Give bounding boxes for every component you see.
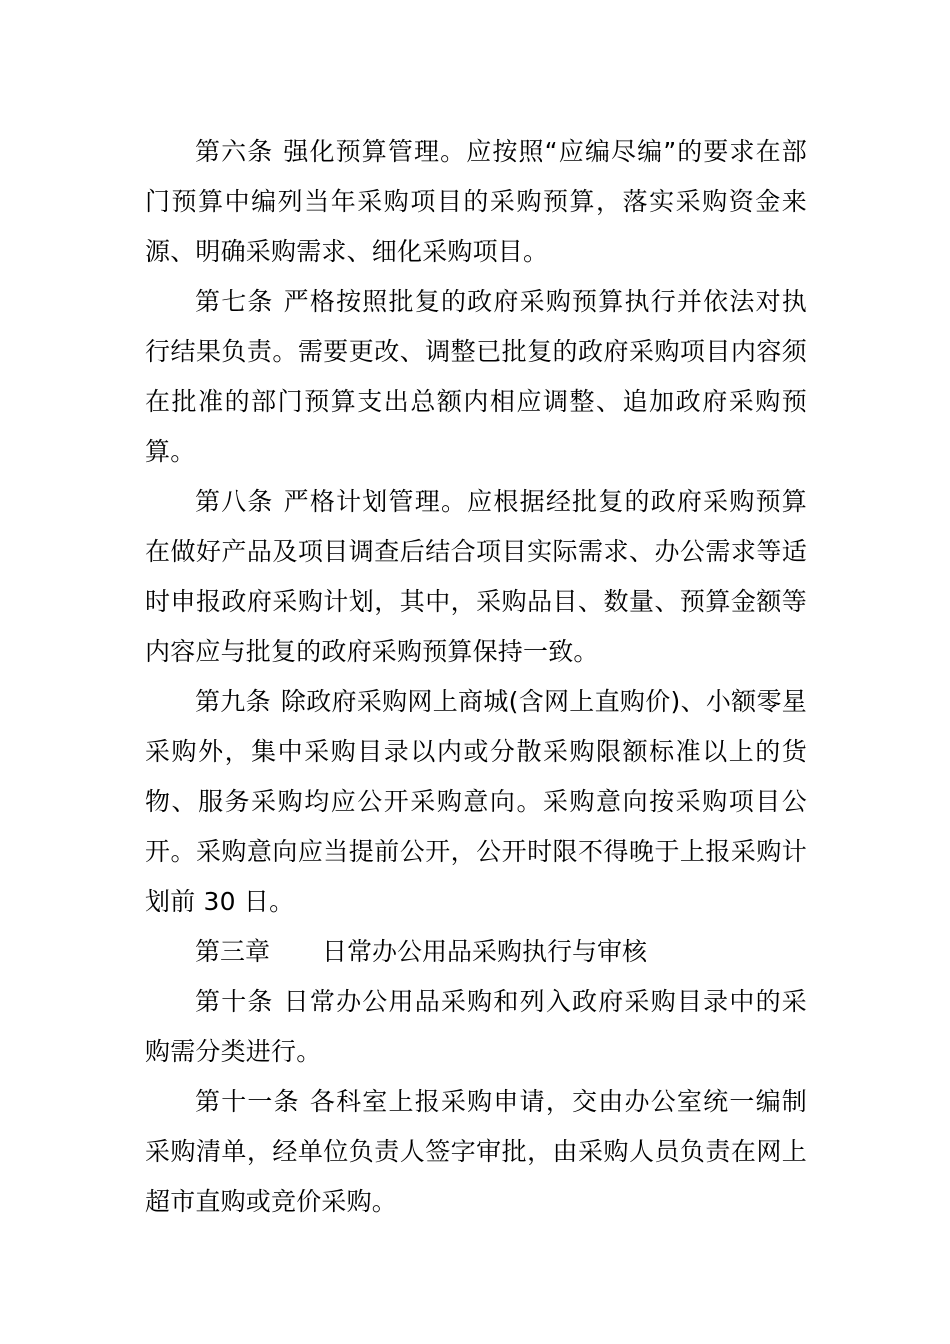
chapter-title: 日常办公用品采购执行与审核 <box>322 937 648 966</box>
chapter-number: 第三章 <box>195 937 271 966</box>
article-8 <box>145 477 807 677</box>
article-label: 第九条 <box>195 687 271 716</box>
article-11 <box>145 1077 807 1227</box>
article-text: 除政府采购网上商城(含网上直购价)、小额零星采购外，集中采购目录以内或分散采购限额标准以上的货物、服务采购均应公开采购意向。采购意向按采购项目公开。采购意向应当提前公开，公开时限不得晚于上报采购计划前 30 日。 <box>145 687 807 916</box>
article-text: 严格计划管理。应根据经批复的政府采购预算在做好产品及项目调查后结合项目实际需求、办公需求等适时申报政府采购计划，其中，采购品目、数量、预算金额等内容应与批复的政府采购预算保持一致。 <box>145 487 807 666</box>
article-text: 日常办公用品采购和列入政府采购目录中的采购需分类进行。 <box>145 987 807 1066</box>
article-text: 严格按照批复的政府采购预算执行并依法对执行结果负责。需要更改、调整已批复的政府采购项目内容须在批准的部门预算支出总额内相应调整、追加政府采购预算。 <box>145 287 807 466</box>
article-text: 强化预算管理。应按照“应编尽编”的要求在部门预算中编列当年采购项目的采购预算，落实采购资金来源、明确采购需求、细化采购项目。 <box>145 137 808 266</box>
article-label: 第十一条 <box>195 1087 300 1116</box>
article-9 <box>145 677 807 927</box>
article-label: 第八条 <box>195 487 274 516</box>
article-10 <box>145 977 807 1077</box>
chapter-heading <box>145 927 807 977</box>
article-6 <box>145 127 807 277</box>
article-label: 第七条 <box>195 287 274 316</box>
article-7 <box>145 277 807 477</box>
article-label: 第六条 <box>195 137 274 166</box>
article-label: 第十条 <box>195 987 274 1016</box>
article-text: 各科室上报采购申请，交由办公室统一编制采购清单，经单位负责人签字审批，由采购人员负责在网上超市直购或竞价采购。 <box>145 1087 807 1216</box>
document-body <box>145 127 807 1227</box>
